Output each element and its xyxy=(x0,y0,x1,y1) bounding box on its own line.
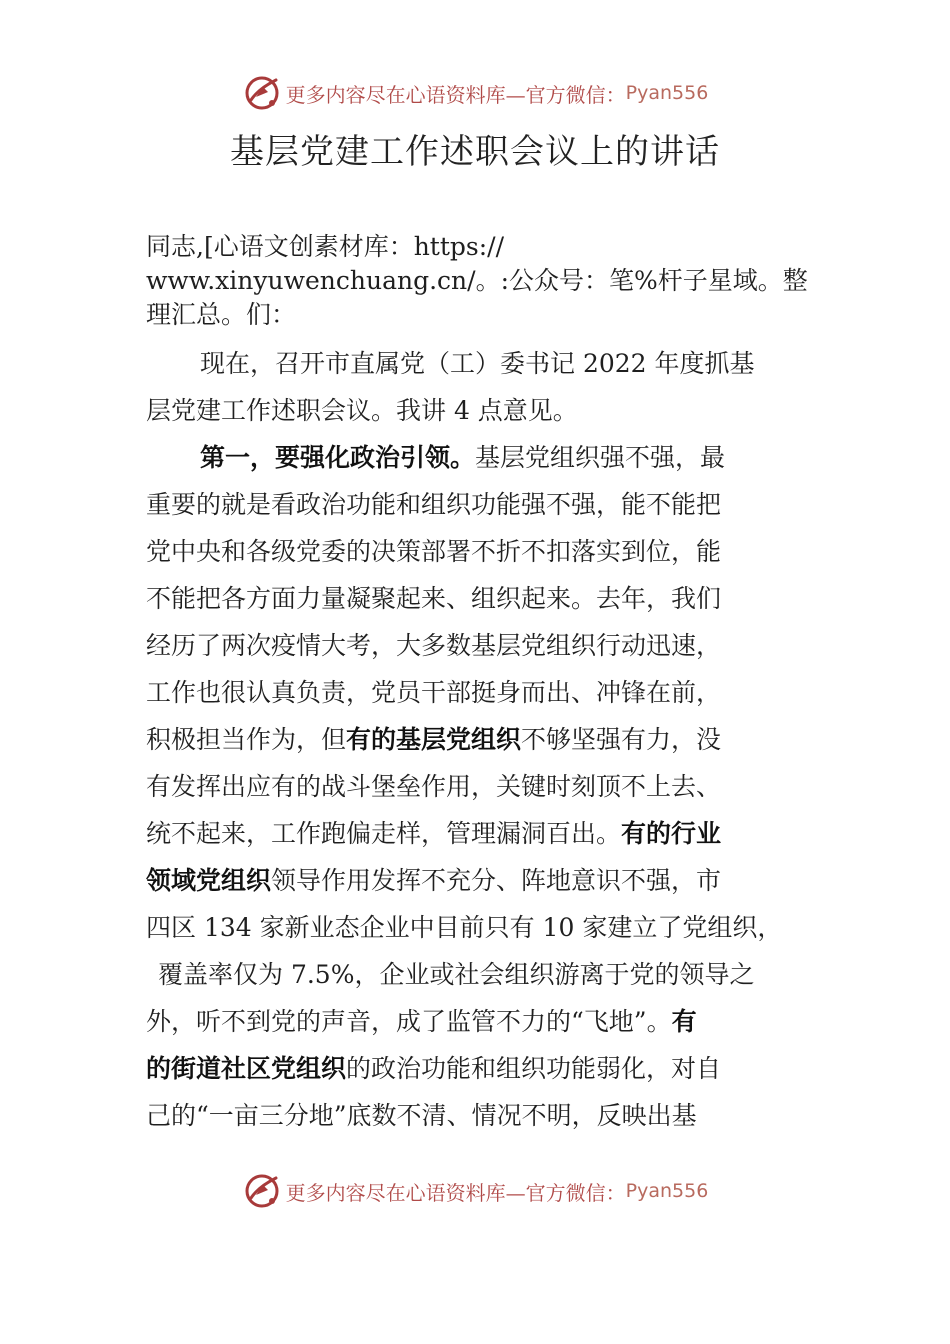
text-run: 统不起来，工作跑偏走样，管理漏洞百出。 xyxy=(146,819,622,848)
note-line: www.xinyuwenchuang.cn/。:公众号：笔%杆子星域。整 xyxy=(146,266,808,295)
footer-banner xyxy=(0,1170,950,1212)
emphasis-text: 领域党组织 xyxy=(146,866,272,895)
emphasis-text: 有的基层党组织 xyxy=(346,725,522,754)
brand-logo-icon xyxy=(242,1171,282,1211)
text-line: 不能把各方面力量凝聚起来、组织起来。去年，我们 xyxy=(146,584,722,613)
text-line: 层党建工作述职会议。我讲 4 点意见。 xyxy=(146,396,578,425)
document-body xyxy=(146,340,836,1139)
banner-text: 更多内容尽在心语资料库—官方微信： xyxy=(285,1180,626,1205)
paragraph-intro xyxy=(146,340,836,434)
banner-text: 更多内容尽在心语资料库—官方微信： xyxy=(285,82,626,107)
text-line: 四区 134 家新业态企业中目前只有 10 家建立了党组织， xyxy=(146,913,783,942)
text-line xyxy=(146,857,836,904)
text-line: 己的“一亩三分地”底数不清、情况不明，反映出基 xyxy=(146,1101,697,1130)
heading-first-point: 第一，要强化政治引领。 xyxy=(200,443,476,472)
text-run: 积极担当作为，但 xyxy=(146,725,347,754)
document-title: 基层党建工作述职会议上的讲话 xyxy=(230,132,720,172)
text-run: 不够坚强有力，没 xyxy=(521,725,722,754)
banner-wechat-id: Pyan556 xyxy=(625,1180,709,1202)
banner-wechat-id: Pyan556 xyxy=(625,82,709,104)
text-line: 覆盖率仅为 7.5%，企业或社会组织游离于党的领导之 xyxy=(158,960,755,989)
text-line xyxy=(146,998,836,1045)
text-line xyxy=(146,434,836,481)
text-line: 有发挥出应有的战斗堡垒作用，关键时刻顶不上去、 xyxy=(146,772,722,801)
text-line: 党中央和各级党委的决策部署不折不扣落实到位，能 xyxy=(146,537,722,566)
emphasis-text: 的街道社区党组织 xyxy=(146,1054,347,1083)
text-run: 的政治功能和组织功能弱化，对自 xyxy=(346,1054,722,1083)
text-line xyxy=(146,1045,836,1092)
text-run: 外，听不到党的声音，成了监管不力的“飞地”。 xyxy=(146,1007,672,1036)
brand-logo-icon xyxy=(242,73,282,113)
text-run: 基层党组织强不强，最 xyxy=(475,443,726,472)
source-note xyxy=(146,230,836,332)
text-line: 重要的就是看政治功能和组织功能强不强，能不能把 xyxy=(146,490,722,519)
header-banner xyxy=(0,72,950,114)
text-line: 工作也很认真负责，党员干部挺身而出、冲锋在前， xyxy=(146,678,722,707)
note-line: 同志,[心语文创素材库：https:// xyxy=(146,232,504,261)
text-line xyxy=(146,716,836,763)
emphasis-text: 有的行业 xyxy=(621,819,722,848)
emphasis-text: 有 xyxy=(671,1007,697,1036)
text-run: 领导作用发挥不充分、阵地意识不强，市 xyxy=(271,866,722,895)
text-line xyxy=(146,810,836,857)
note-line: 理汇总。们： xyxy=(146,300,297,329)
text-line: 现在，召开市直属党（工）委书记 2022 年度抓基 xyxy=(200,349,755,378)
text-line: 经历了两次疫情大考，大多数基层党组织行动迅速， xyxy=(146,631,722,660)
paragraph-first-point xyxy=(146,434,836,1139)
